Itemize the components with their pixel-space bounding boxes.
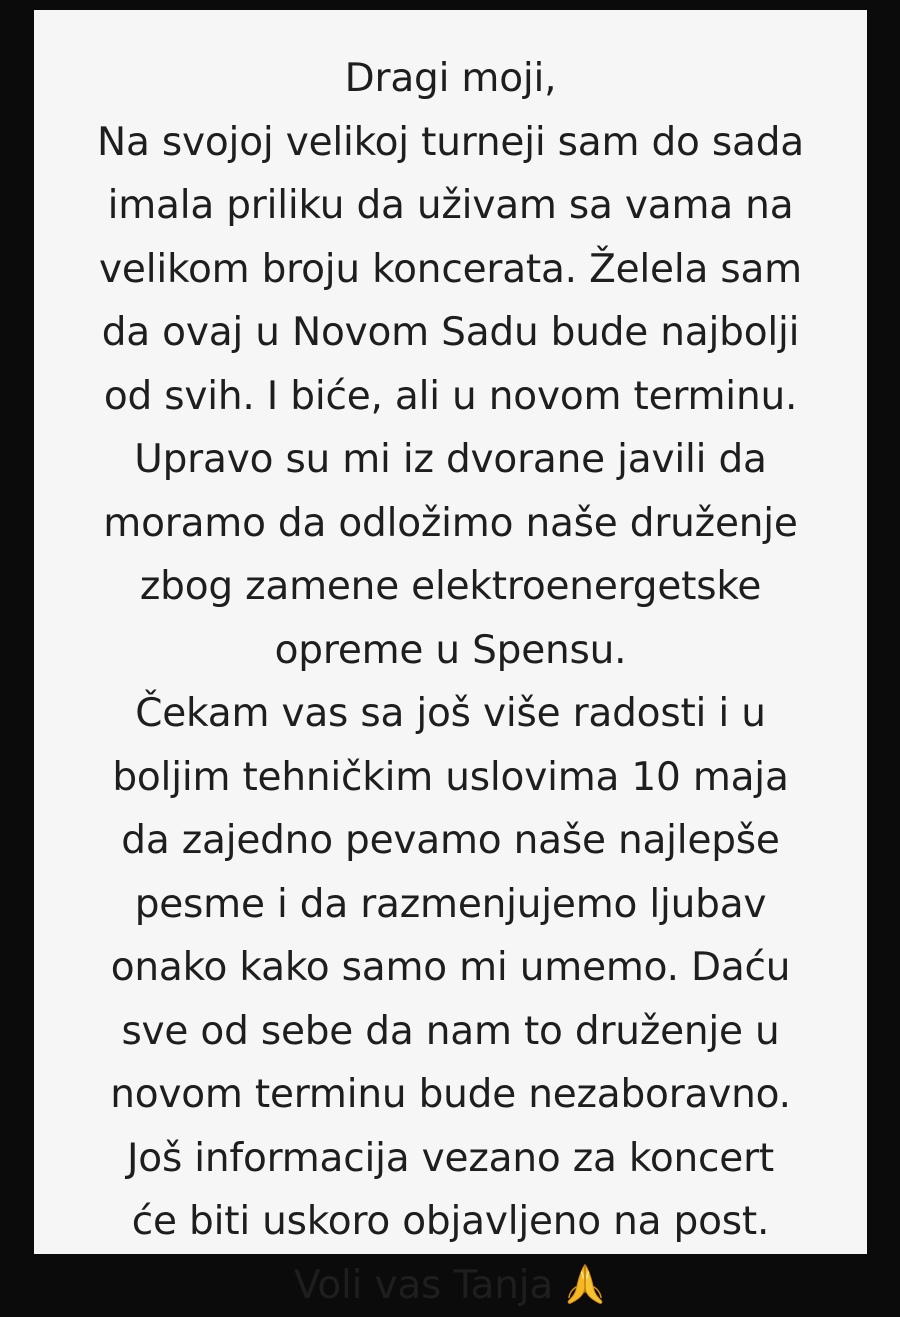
message-line: opreme u Spensu. [34, 619, 867, 683]
message-line: onako kako samo mi umemo. Daću [34, 936, 867, 1000]
message-line: imala priliku da uživam sa vama na [34, 174, 867, 238]
message-line: od svih. I biće, ali u novom terminu. [34, 365, 867, 429]
message-line: sve od sebe da nam to druženje u [34, 1000, 867, 1064]
message-line: da zajedno pevamo naše najlepše [34, 809, 867, 873]
message-line: Na svojoj velikoj turneji sam do sada [34, 111, 867, 175]
message-line: moramo da odložimo naše druženje [34, 492, 867, 556]
signature-wrap [294, 1254, 607, 1317]
message-line: da ovaj u Novom Sadu bude najbolji [34, 301, 867, 365]
message-line: će biti uskoro objavljeno na post. [34, 1190, 867, 1254]
story-message [34, 47, 867, 1317]
message-line: Još informacija vezano za koncert [34, 1127, 867, 1191]
message-line-greeting: Dragi moji, [34, 47, 867, 111]
message-line: boljim tehničkim uslovima 10 maja [34, 746, 867, 810]
message-line: Upravo su mi iz dvorane javili da [34, 428, 867, 492]
message-line: pesme i da razmenjujemo ljubav [34, 873, 867, 937]
praying-hands-icon [563, 1262, 607, 1308]
story-text-card [34, 10, 867, 1254]
message-line: novom terminu bude nezaboravno. [34, 1063, 867, 1127]
signature-text: Voli vas Tanja [294, 1254, 553, 1317]
message-line: Čekam vas sa još više radosti i u [34, 682, 867, 746]
signature-line [34, 1254, 867, 1317]
message-line: velikom broju koncerata. Želela sam [34, 238, 867, 302]
message-line: zbog zamene elektroenergetske [34, 555, 867, 619]
